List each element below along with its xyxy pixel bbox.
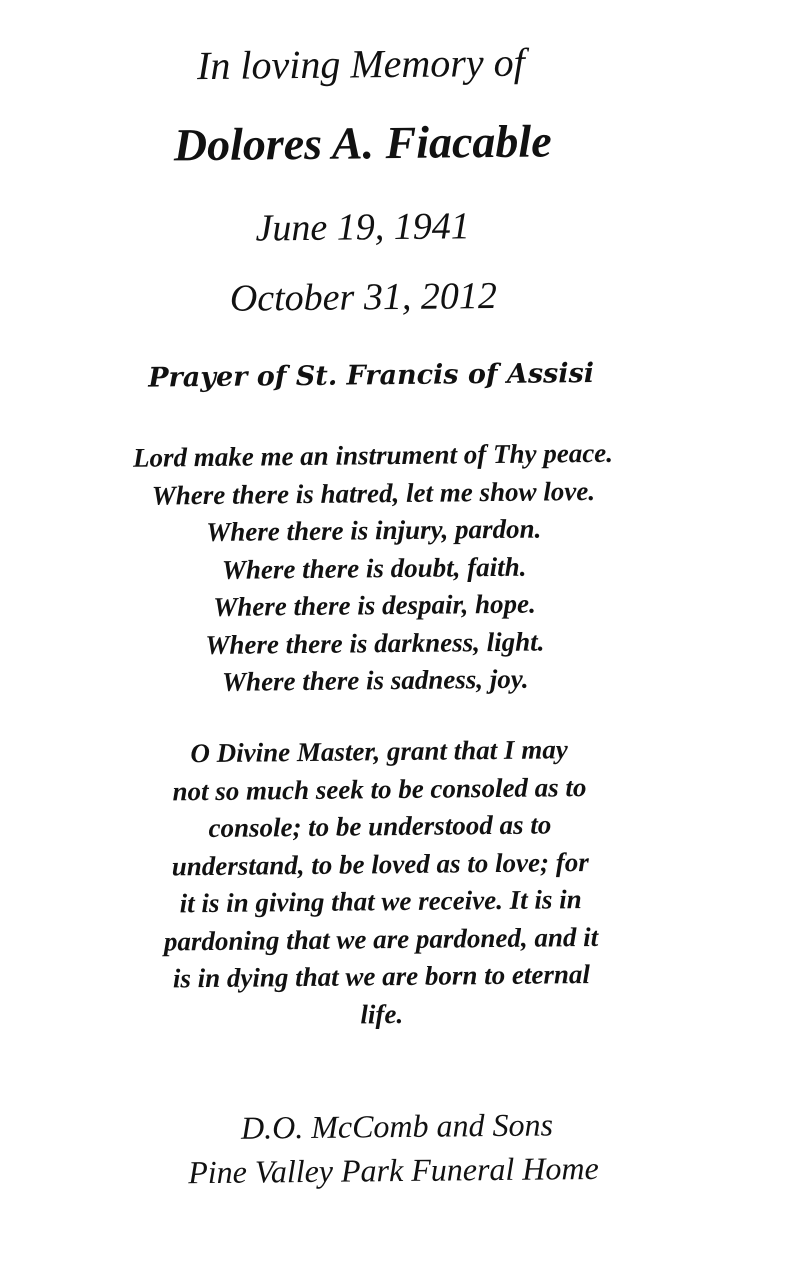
funeral-home-line-1: D.O. McComb and Sons [240, 1106, 554, 1146]
verse-line: life. [360, 998, 404, 1029]
prayer-title: Prayer of St. Francis of Assisi [148, 357, 595, 394]
verse-line: O Divine Master, grant that I may [190, 734, 568, 769]
verse-line: console; to be understood as to [208, 809, 552, 844]
birth-date: June 19, 1941 [255, 205, 470, 250]
verse-line: Where there is sadness, joy. [221, 663, 529, 697]
verse-line: Where there is doubt, faith. [221, 551, 527, 585]
verse-line: Lord make me an instrument of Thy peace. [132, 437, 614, 473]
verse-line: Where there is hatred, let me show love. [151, 475, 596, 511]
verse-line: Where there is injury, pardon. [206, 513, 542, 548]
prayer-verse-1 [0, 433, 775, 704]
prayer-verse-2 [0, 729, 782, 1037]
verse-line: it is in giving that we receive. It is in [179, 884, 582, 919]
death-date: October 31, 2012 [229, 274, 498, 320]
verse-line: Where there is darkness, light. [205, 625, 545, 660]
verse-line: pardoning that we are pardoned, and it [163, 921, 599, 956]
deceased-name: Dolores A. Fiacable [173, 115, 552, 171]
verse-line: not so much seek to be consoled as to [172, 771, 587, 806]
memorial-heading: In loving Memory of [196, 39, 525, 89]
verse-line: Where there is despair, hope. [213, 588, 536, 622]
funeral-home-line-2: Pine Valley Park Funeral Home [188, 1149, 599, 1191]
verse-line: is in dying that we are born to eternal [172, 959, 591, 994]
verse-line: understand, to be loved as to love; for [171, 846, 589, 881]
